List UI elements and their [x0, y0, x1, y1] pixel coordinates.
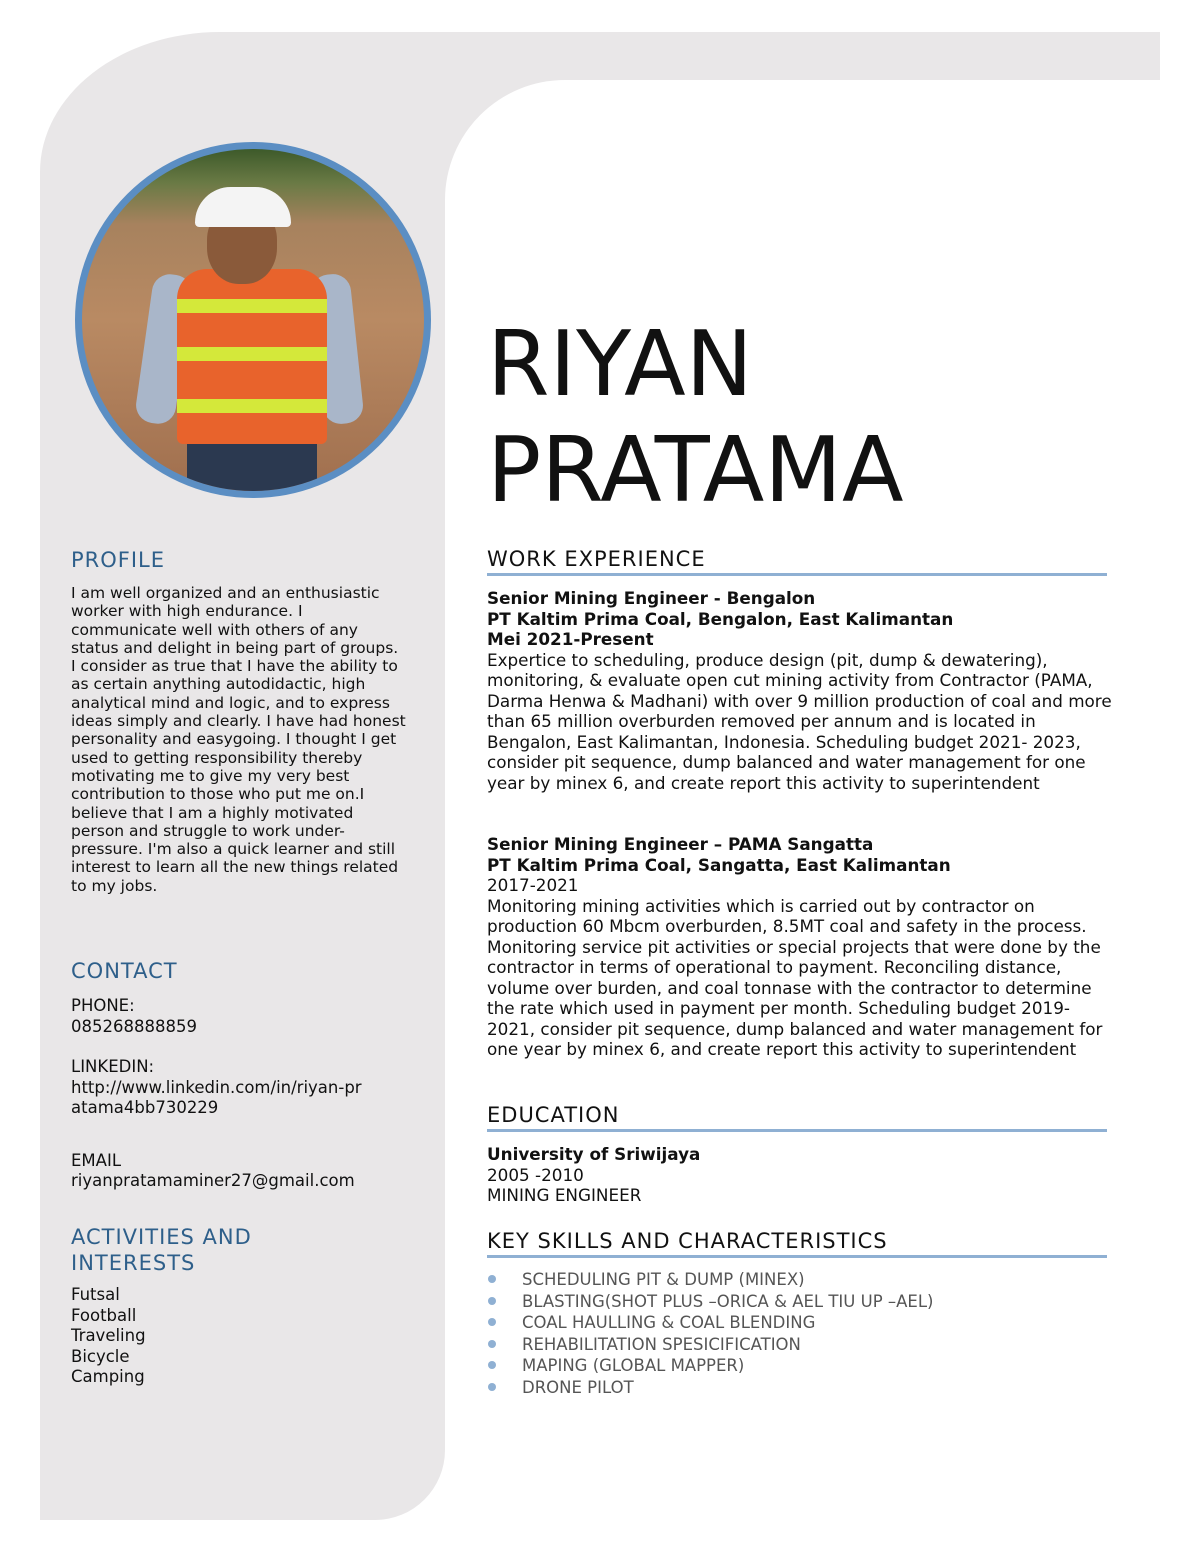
bullet-icon — [488, 1383, 496, 1391]
skill-item — [487, 1312, 934, 1334]
education-entry — [487, 1144, 1112, 1206]
job-description: Monitoring mining activities which is carried out by contractor on production 60 Mbcm overburden, 8.5MT coal and safety in the process. Monitoring service pit activities or special projects that were done by the contractor in terms of operational to payment. Reconciling distance, volume over burden, and coal tonnase with the contractor to determine the rate which used in payment per month. Scheduling budget 2019- 2021, consider pit sequence, dump balanced and water management for one year by minex 6, and create report this activity to superintendent — [487, 895, 1103, 1059]
profile-text: I am well organized and an enthusiastic worker with high endurance. I communicate well with others of any status and delight in being part of groups. I consider as true that I have the ability to as certain anything autodidactic, high analytical mind and logic, and to express ideas simply and clearly. I have had honest personality and easygoing. I thought I get used to getting responsibility thereby motivating me to give my very best contribution to those who put me on.I believe that I am a highly motivated person and struggle to work under-pressure. I'm also a quick learner and still interest to learn all the new things related to my jobs. — [71, 584, 406, 895]
skill-label: REHABILITATION SPESICIFICATION — [522, 1334, 801, 1354]
phone-value: 085268888859 — [71, 1016, 197, 1036]
interest-item: Bicycle — [71, 1346, 130, 1366]
interest-item: Football — [71, 1305, 137, 1325]
contact-heading: CONTACT — [71, 959, 178, 983]
job-company: PT Kaltim Prima Coal, Sangatta, East Kalimantan — [487, 854, 951, 875]
email-link[interactable]: riyanpratamaminer27@gmail.com — [71, 1171, 355, 1190]
skill-item — [487, 1269, 934, 1291]
profile-photo — [75, 142, 431, 498]
bullet-icon — [488, 1275, 496, 1283]
interest-item: Camping — [71, 1367, 145, 1386]
linkedin-label: LINKEDIN: — [71, 1057, 155, 1076]
skill-item — [487, 1291, 934, 1313]
work-heading: WORK EXPERIENCE — [487, 547, 1107, 576]
skill-item — [487, 1334, 934, 1356]
phone-label: PHONE: — [71, 996, 135, 1015]
education-heading: EDUCATION — [487, 1103, 1107, 1132]
photo-vest — [177, 269, 327, 444]
skill-item — [487, 1377, 934, 1399]
education-school: University of Sriwijaya — [487, 1144, 701, 1164]
job-period: 2017-2021 — [487, 875, 579, 895]
interests-list — [71, 1285, 146, 1388]
skill-item — [487, 1355, 934, 1377]
bullet-icon — [488, 1318, 496, 1326]
job-entry — [487, 834, 1112, 1060]
skill-label: MAPING (GLOBAL MAPPER) — [522, 1356, 745, 1375]
bullet-icon — [488, 1361, 496, 1369]
job-title: Senior Mining Engineer – PAMA Sangatta — [487, 834, 874, 854]
bullet-icon — [488, 1340, 496, 1348]
contact-block — [71, 996, 401, 1192]
job-entry — [487, 588, 1112, 793]
job-company: PT Kaltim Prima Coal, Bengalon, East Kalimantan — [487, 608, 954, 629]
bullet-icon — [488, 1297, 496, 1305]
skill-label: DRONE PILOT — [522, 1377, 634, 1397]
interests-heading: ACTIVITIES AND INTERESTS — [71, 1225, 252, 1275]
skills-list — [487, 1269, 934, 1398]
first-name: RIYAN — [487, 312, 753, 417]
photo-helmet — [195, 187, 291, 227]
education-degree: MINING ENGINEER — [487, 1185, 642, 1205]
interest-item: Futsal — [71, 1285, 120, 1304]
interest-item: Traveling — [71, 1326, 146, 1345]
skill-label: COAL HAULLING & COAL BLENDING — [522, 1313, 816, 1332]
candidate-name — [487, 312, 904, 524]
job-description: Expertice to scheduling, produce design (pit, dump & dewatering), monitoring, & evaluate open cut mining activity from Contractor (PAMA, Darma Henwa & Madhani) with over 9 million production of coal and more than 65 million overburden removed per annum and is located in Bengalon, East Kalimantan, Indonesia. Scheduling budget 2021- 2023, consider pit sequence, dump balanced and water management for one year by minex 6, and create report this activity to superintendent — [487, 649, 1112, 793]
skill-label: BLASTING(SHOT PLUS –ORICA & AEL TIU UP –AEL) — [522, 1291, 934, 1311]
education-period: 2005 -2010 — [487, 1164, 584, 1185]
job-period: Mei 2021-Present — [487, 629, 654, 649]
skill-label: SCHEDULING PIT & DUMP (MINEX) — [522, 1270, 805, 1289]
job-title: Senior Mining Engineer - Bengalon — [487, 588, 816, 608]
email-label: EMAIL — [71, 1150, 122, 1170]
skills-heading: KEY SKILLS AND CHARACTERISTICS — [487, 1229, 1107, 1258]
profile-heading: PROFILE — [71, 548, 166, 572]
linkedin-link[interactable]: http://www.linkedin.com/in/riyan-pratama4bb730229 — [71, 1077, 362, 1117]
last-name: PRATAMA — [487, 418, 904, 523]
photo-legs — [187, 439, 317, 498]
